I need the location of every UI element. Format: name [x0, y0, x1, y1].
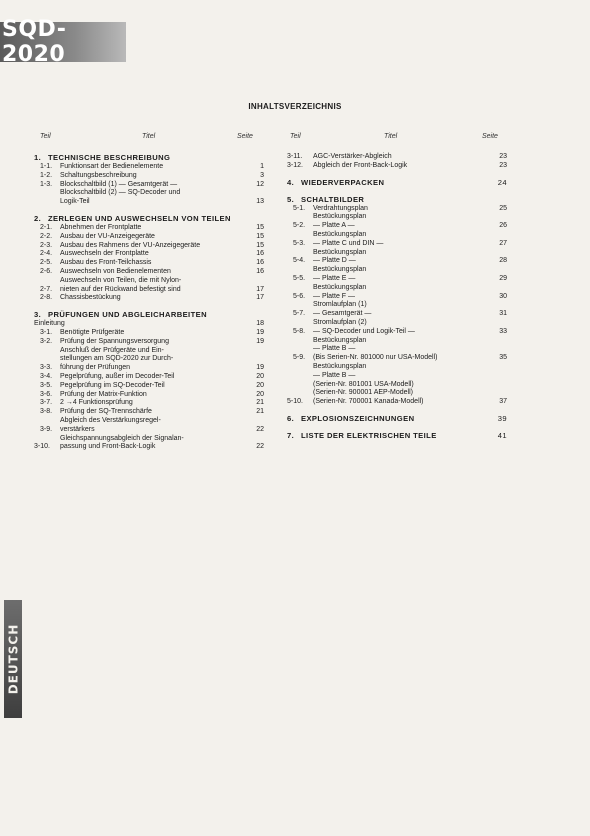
section-number: 5.: [287, 194, 295, 204]
toc-entry[interactable]: [34, 189, 264, 207]
entry-page: 23: [499, 161, 507, 169]
entry-title: Ausbau des Front-Teilchassis: [60, 259, 152, 267]
entry-number: 2-7.: [40, 285, 53, 293]
entry-title: Pegelprüfung, außer im Decoder-Teil: [60, 372, 175, 380]
section-title: ZERLEGEN UND AUSWECHSELN VON TEILEN: [48, 213, 231, 223]
toc-entry[interactable]: [34, 233, 264, 242]
entry-title: Verdrahtungsplan: [313, 204, 368, 212]
col-header-seite-right: Seite: [482, 133, 498, 140]
entry-title: Blockschaltbild (1) — Gesamtgerät —: [60, 180, 178, 188]
toc-section: [287, 178, 507, 188]
entry-number: 3-1.: [40, 328, 53, 336]
model-name: SQD-2020: [2, 17, 67, 67]
toc-entry[interactable]: [34, 399, 264, 408]
entry-number: 2-3.: [40, 241, 53, 249]
entry-page: 25: [499, 204, 507, 212]
entry-number: 5-6.: [293, 292, 306, 300]
section-heading: [34, 310, 264, 320]
entry-number: 2-5.: [40, 259, 53, 267]
entry-page: 17: [256, 285, 264, 293]
entry-number: 5-5.: [293, 274, 306, 282]
entry-page: 19: [256, 364, 264, 372]
entry-number: 3-3.: [40, 364, 53, 372]
col-header-titel-left: Titel: [142, 133, 156, 140]
entry-title: Prüfung der SQ-Trennschärfe: [60, 408, 152, 416]
entry-page: 22: [256, 443, 264, 451]
toc-entry[interactable]: [287, 363, 507, 407]
section-heading: [34, 153, 264, 163]
entry-title: Bestückungsplan — Platte B — (Serien-Nr. 801001 USA-Modell) (Serien-Nr. 900001 AEP-Modell) (Serien-Nr. 700001 Kanada-Modell): [313, 362, 424, 406]
entry-page: 1: [260, 163, 264, 170]
entry-page: 18: [256, 320, 264, 328]
toc-entry[interactable]: [34, 417, 264, 435]
toc-column-left: [34, 153, 264, 459]
section-heading: [34, 214, 264, 224]
entry-title: Pegelprüfung im SQ-Decoder-Teil: [60, 381, 165, 389]
entry-page: 27: [499, 239, 507, 247]
entry-page: 20: [256, 381, 264, 389]
toc-entry[interactable]: [287, 284, 507, 302]
entry-title: Stromlaufplan (2) — SQ-Decoder und Logik-Teil —: [313, 318, 415, 335]
col-header-titel-right: Titel: [384, 133, 398, 140]
section-number: 3.: [34, 310, 42, 320]
toc-entry[interactable]: [287, 213, 507, 231]
entry-title: Ausbau der VU-Anzeigegeräte: [60, 232, 155, 240]
entry-title: Funktionsart der Bedienelemente: [60, 163, 164, 170]
entry-number: 2-4.: [40, 250, 53, 258]
entry-title: Abgleich des Verstärkungsregel- verstärkers: [60, 416, 161, 433]
entry-number: 1-3.: [40, 180, 53, 188]
entry-number: 3-9.: [40, 425, 53, 433]
entry-page: 17: [256, 294, 264, 302]
section-title: LISTE DER ELEKTRISCHEN TEILE: [301, 430, 437, 440]
entry-title: 2 →4 Funktionsprüfung: [60, 399, 133, 407]
section-page: 24: [497, 177, 507, 187]
model-banner: [0, 17, 126, 67]
entry-page: 15: [256, 241, 264, 249]
toc-entry[interactable]: [34, 435, 264, 453]
toc-entry[interactable]: [34, 277, 264, 295]
entry-page: 15: [256, 232, 264, 240]
entry-number: 3-5.: [40, 381, 53, 389]
toc-section: [287, 153, 507, 171]
toc-entry[interactable]: [34, 347, 264, 373]
section-number: 6.: [287, 413, 295, 423]
toc-entry[interactable]: [287, 337, 507, 363]
entry-title: Benötigte Prüfgeräte: [60, 328, 125, 336]
toc-entry[interactable]: [34, 181, 264, 190]
entry-title: Prüfung der Matrix-Funktion: [60, 390, 147, 398]
toc-entry[interactable]: [34, 259, 264, 268]
section-page: [244, 214, 264, 224]
section-page: [244, 310, 264, 320]
entry-title: Auswechseln von Bedienelementen: [60, 267, 171, 275]
entry-number: 2-1.: [40, 223, 53, 231]
entry-page: 29: [499, 274, 507, 282]
section-page: [487, 195, 507, 205]
entry-number: 2-8.: [40, 294, 53, 302]
toc-entry[interactable]: [287, 249, 507, 267]
toc-entry[interactable]: [34, 338, 264, 347]
entry-number: 3-8.: [40, 408, 53, 416]
entry-title: Ausbau des Rahmens der VU-Anzeigegeräte: [60, 241, 201, 249]
brand-side-logo: [4, 600, 22, 718]
entry-page: 33: [499, 327, 507, 335]
entry-title: Prüfung der Spannungsversorgung: [60, 337, 169, 345]
entry-number: 1-1.: [40, 163, 53, 170]
entry-page: 16: [256, 250, 264, 258]
section-title: EXPLOSIONSZEICHNUNGEN: [301, 413, 415, 423]
toc-section: [34, 153, 264, 207]
entry-page: 16: [256, 259, 264, 267]
entry-number: 3-12.: [287, 161, 303, 169]
toc-entry[interactable]: [34, 408, 264, 417]
entry-number: 3-7.: [40, 399, 53, 407]
section-number: 7.: [287, 430, 295, 440]
entry-title: Anschluß der Prüfgeräte und Ein- stellungen am SQD-2020 zur Durch- führung der Prüfungen: [60, 346, 174, 372]
toc-entry[interactable]: [287, 319, 507, 337]
col-header-teil-right: Teil: [290, 133, 301, 140]
entry-page: 3: [260, 171, 264, 179]
entry-number: 2-6.: [40, 267, 53, 275]
toc-entry[interactable]: [34, 224, 264, 233]
section-heading: [287, 195, 507, 205]
section-heading: [287, 431, 507, 441]
entry-number: 5-4.: [293, 257, 306, 265]
entry-page: 19: [256, 328, 264, 336]
entry-page: 22: [256, 425, 264, 433]
section-title: PRÜFUNGEN UND ABGLEICHARBEITEN: [48, 310, 207, 320]
entry-title: Schaltungsbeschreibung: [60, 171, 137, 179]
entry-title: Stromlaufplan (1) — Gesamtgerät —: [313, 301, 372, 318]
entry-number: 5-2.: [293, 222, 306, 230]
entry-page: 35: [499, 354, 507, 362]
entry-page: 37: [499, 398, 507, 406]
toc-entry[interactable]: [34, 373, 264, 382]
entry-title: Abnehmen der Frontplatte: [60, 223, 142, 231]
toc-entry[interactable]: [34, 382, 264, 391]
section-page: [244, 153, 264, 163]
toc-section: [287, 195, 507, 407]
col-header-teil-left: Teil: [40, 133, 51, 140]
entry-title: Bestückungsplan — Platte F —: [313, 283, 367, 300]
entry-title: Bestückungsplan — Platte A —: [313, 213, 367, 230]
toc-entry[interactable]: [287, 231, 507, 249]
entry-title: Auswechseln der Frontplatte: [60, 250, 149, 258]
entry-page: 28: [499, 257, 507, 265]
toc-entry[interactable]: [34, 242, 264, 251]
section-heading: [287, 178, 507, 188]
entry-page: 23: [499, 153, 507, 160]
entry-title: Bestückungsplan — Platte E —: [313, 266, 367, 282]
toc-section: [287, 431, 507, 441]
entry-page: 30: [499, 292, 507, 300]
toc-entry-intro[interactable]: [34, 320, 264, 329]
toc-entry[interactable]: [34, 163, 264, 172]
entry-number: 5-10.: [287, 398, 303, 406]
entry-title: Chassisbestückung: [60, 294, 121, 302]
entry-title: Bestückungsplan — Platte B — (Bis Serien-Nr. 801000 nur USA-Modell): [313, 336, 438, 362]
toc-section: [287, 414, 507, 424]
toc-entry[interactable]: [34, 250, 264, 259]
entry-page: 20: [256, 390, 264, 398]
entry-title: Auswechseln von Teilen, die mit Nylon- nieten auf der Rückwand befestigt sind: [60, 276, 182, 293]
entry-number: 5-3.: [293, 239, 306, 247]
section-page: 41: [497, 430, 507, 440]
section-title: SCHALTBILDER: [301, 194, 365, 204]
entry-number: 5-1.: [293, 204, 306, 212]
entry-title: Bestückungsplan — Platte C und DIN —: [313, 230, 384, 247]
entry-page: 21: [256, 399, 264, 407]
toc-entry[interactable]: [34, 172, 264, 181]
toc-column-right: [287, 153, 507, 448]
entry-number: 3-6.: [40, 390, 53, 398]
entry-number: 1-2.: [40, 171, 53, 179]
toc-section: [34, 310, 264, 452]
entry-page: 16: [256, 267, 264, 275]
toc-entry[interactable]: [287, 266, 507, 284]
toc-entry[interactable]: [287, 153, 507, 162]
entry-title: Blockschaltbild (2) — SQ-Decoder und Logik-Teil: [60, 189, 181, 206]
entry-title: Gleichspannungsabgleich der Signalan- passung und Front-Back-Logik: [60, 434, 184, 451]
entry-page: 12: [256, 180, 264, 188]
toc-entry[interactable]: [34, 294, 264, 303]
entry-number: 3-10.: [34, 443, 50, 451]
entry-title: AGC-Verstärker-Abgleich: [313, 153, 392, 160]
logo-text: DEUTSCH: [6, 623, 20, 695]
toc-entry[interactable]: [34, 329, 264, 338]
section-page: 39: [497, 413, 507, 423]
section-heading: [287, 414, 507, 424]
section-number: 2.: [34, 213, 42, 223]
entry-number: 3-2.: [40, 337, 53, 345]
toc-entry[interactable]: [287, 205, 507, 214]
section-title: TECHNISCHE BESCHREIBUNG: [48, 153, 171, 162]
toc-entry[interactable]: [34, 268, 264, 277]
entry-number: 5-7.: [293, 310, 306, 318]
entry-number: 3-4.: [40, 372, 53, 380]
entry-number: 5-8.: [293, 327, 306, 335]
toc-entry[interactable]: [34, 391, 264, 400]
entry-page: 13: [256, 198, 264, 206]
entry-number: 5-9.: [293, 354, 306, 362]
entry-page: 15: [256, 223, 264, 231]
toc-section: [34, 214, 264, 303]
entry-number: 3-11.: [287, 153, 303, 160]
entry-page: 26: [499, 222, 507, 230]
section-number: 4.: [287, 177, 295, 187]
entry-page: 21: [256, 408, 264, 416]
entry-page: 19: [256, 337, 264, 345]
entry-page: 31: [499, 310, 507, 318]
document-title: INHALTSVERZEICHNIS: [248, 102, 342, 111]
section-title: WIEDERVERPACKEN: [301, 177, 385, 187]
entry-title: Bestückungsplan — Platte D —: [313, 248, 367, 265]
entry-number: 2-2.: [40, 232, 53, 240]
toc-entry[interactable]: [287, 162, 507, 171]
col-header-seite-left: Seite: [237, 133, 253, 140]
toc-entry[interactable]: [287, 301, 507, 319]
section-number: 1.: [34, 153, 42, 162]
entry-title: Abgleich der Front-Back-Logik: [313, 161, 408, 169]
entry-page: 20: [256, 372, 264, 380]
entry-title: Einleitung: [34, 320, 65, 328]
